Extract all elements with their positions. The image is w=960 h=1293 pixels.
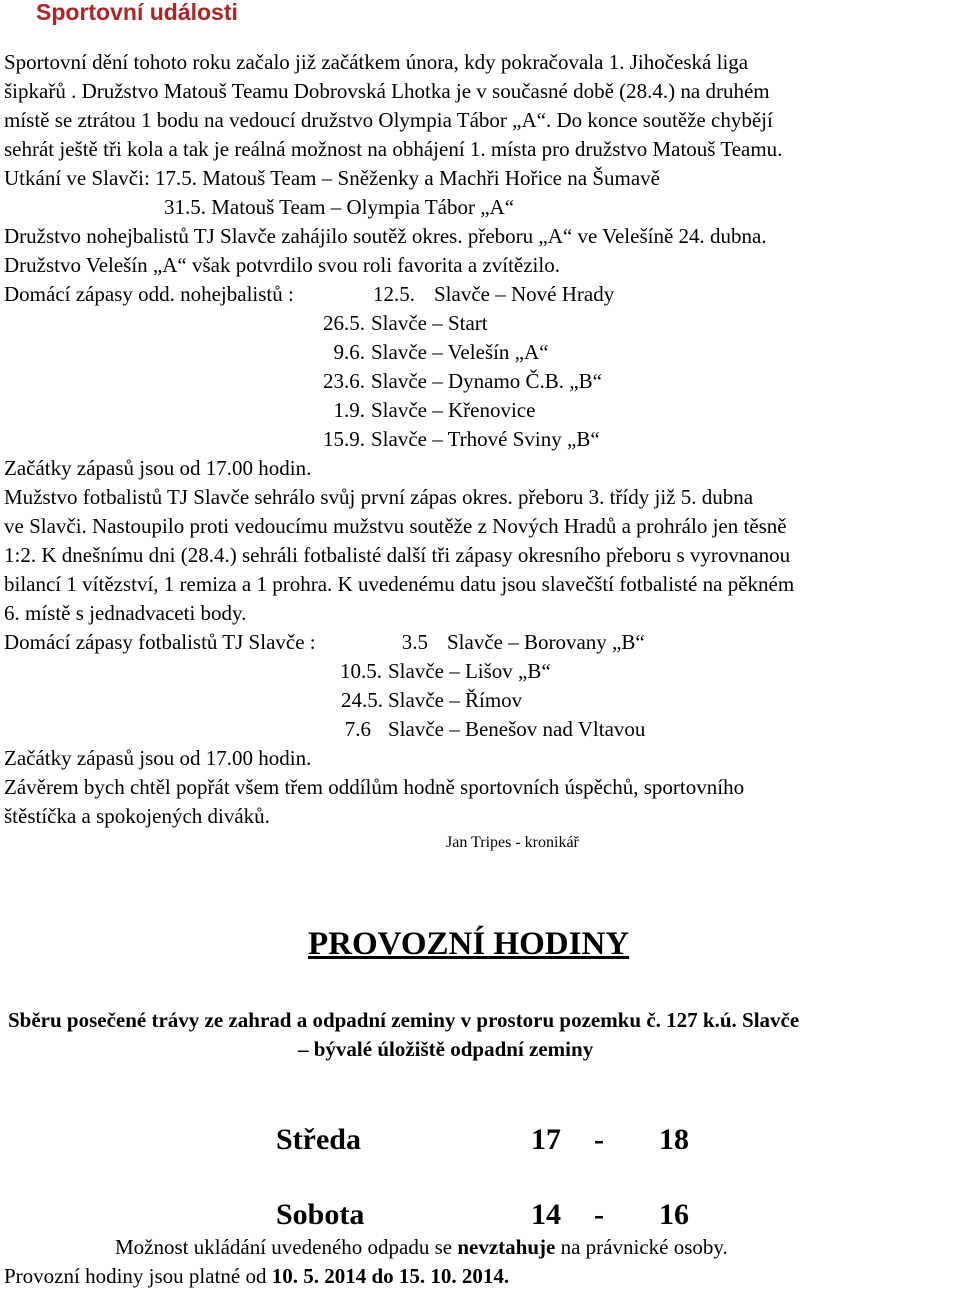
paragraph-line: štěstíčka a spokojených diváků. [4, 804, 270, 828]
nohejbal-matches-intro: Domácí zápasy odd. nohejbalistů : [4, 282, 294, 306]
fotbal-matches-intro: Domácí zápasy fotbalistů TJ Slavče : [4, 630, 316, 654]
paragraph-line: Mužstvo fotbalistů TJ Slavče sehrálo svůj první zápas okres. přeboru 3. třídy již 5. dubna [4, 485, 754, 509]
fotbal-match-date: 3.5 [401, 630, 428, 654]
waste-note-bold: nevztahuje [457, 1235, 556, 1259]
chronicler-signature: Jan Tripes - kronikář [446, 834, 579, 851]
waste-note-post: na právnické osoby. [555, 1235, 728, 1259]
paragraph-line: Závěrem bych chtěl popřát všem třem oddílům hodně sportovních úspěchů, sportovního [4, 775, 745, 799]
fotbal-match: Slavče – Benešov nad Vltavou [388, 717, 646, 741]
waste-note [115, 1235, 728, 1259]
nohejbal-match-date: 1.9. [333, 398, 365, 422]
nohejbal-match: Slavče – Nové Hrady [434, 282, 615, 306]
opening-hours-subtitle: Sběru posečené trávy ze zahrad a odpadní zeminy v prostoru pozemku č. 127 k.ú. Slavče [8, 1008, 800, 1032]
fotbal-match: Slavče – Borovany „B“ [447, 630, 645, 654]
paragraph-line: ve Slavči. Nastoupilo proti vedoucímu mužstvu soutěže z Nových Hradů a prohrálo jen těsně [4, 514, 787, 538]
nohejbal-match: Slavče – Trhové Sviny „B“ [371, 427, 600, 451]
match-start-time: Začátky zápasů jsou od 17.00 hodin. [4, 456, 312, 480]
darts-match-line: 31.5. Matouš Team – Olympia Tábor „A“ [164, 195, 515, 219]
nohejbal-match: Slavče – Křenovice [371, 398, 536, 422]
nohejbal-match-date: 26.5. [323, 311, 365, 335]
paragraph-line: sehrát ještě tři kola a tak je reálná možnost na obhájení 1. místa pro družstvo Matouš Teamu. [4, 137, 783, 161]
fotbal-match-date: 7.6 [344, 717, 371, 741]
nohejbal-match-date: 9.6. [333, 340, 365, 364]
paragraph-line: Družstvo Velešín „A“ však potvrdilo svou roli favorita a zvítězilo. [4, 253, 560, 277]
fotbal-match: Slavče – Lišov „B“ [388, 659, 551, 683]
nohejbal-match-date: 23.6. [323, 369, 365, 393]
nohejbal-match: Slavče – Velešín „A“ [371, 340, 549, 364]
paragraph-line: Utkání ve Slavči: 17.5. Matouš Team – Sněženky a Machři Hořice na Šumavě [4, 166, 660, 190]
paragraph-line: 1:2. K dnešnímu dni (28.4.) sehráli fotbalisté další tři zápasy okresního přeboru s vyrovnanou [4, 543, 791, 567]
paragraph-line: Družstvo nohejbalistů TJ Slavče zahájilo soutěž okres. přeboru „A“ ve Velešíně 24. dubna. [4, 224, 767, 248]
schedule-to: 16 [659, 1198, 689, 1231]
fotbal-match-date: 24.5. [341, 688, 383, 712]
opening-hours-subtitle: – bývalé úložiště odpadní zeminy [298, 1037, 594, 1061]
validity-dates: 10. 5. 2014 do 15. 10. 2014. [271, 1264, 510, 1288]
waste-note-pre: Možnost ukládání uvedeného odpadu se [115, 1235, 458, 1259]
schedule-to: 18 [659, 1123, 689, 1156]
paragraph-line: Sportovní dění tohoto roku začalo již začátkem února, kdy pokračovala 1. Jihočeská liga [4, 50, 749, 74]
paragraph-line: místě se ztrátou 1 bodu na vedoucí družstvo Olympia Tábor „A“. Do konce soutěže chybějí [4, 108, 773, 132]
nohejbal-match-date: 15.9. [323, 427, 365, 451]
schedule-from: 17 [531, 1123, 561, 1156]
match-start-time: Začátky zápasů jsou od 17.00 hodin. [4, 746, 312, 770]
schedule-from: 14 [531, 1198, 561, 1231]
paragraph-line: bilancí 1 vítězství, 1 remiza a 1 prohra. K uvedenému datu jsou slavečští fotbalisté na pěkném [4, 572, 795, 596]
nohejbal-match: Slavče – Start [371, 311, 488, 335]
paragraph-line: šipkařů . Družstvo Matouš Teamu Dobrovská Lhotka je v současné době (28.4.) na druhém [4, 79, 770, 103]
validity-pre: Provozní hodiny jsou platné od [4, 1264, 272, 1288]
validity-note [4, 1264, 509, 1288]
fotbal-match: Slavče – Římov [388, 688, 523, 712]
schedule-dash: - [594, 1198, 604, 1231]
schedule-day: Středa [276, 1123, 361, 1156]
schedule-dash: - [594, 1123, 604, 1156]
paragraph-line: 6. místě s jednadvaceti body. [4, 601, 247, 625]
schedule-day: Sobota [276, 1198, 365, 1231]
nohejbal-match-date: 12.5. [373, 282, 415, 306]
opening-hours-title: PROVOZNÍ HODINY [308, 926, 630, 962]
fotbal-match-date: 10.5. [340, 659, 382, 683]
nohejbal-match: Slavče – Dynamo Č.B. „B“ [371, 369, 602, 393]
section-heading-sport: Sportovní události [36, 0, 238, 25]
